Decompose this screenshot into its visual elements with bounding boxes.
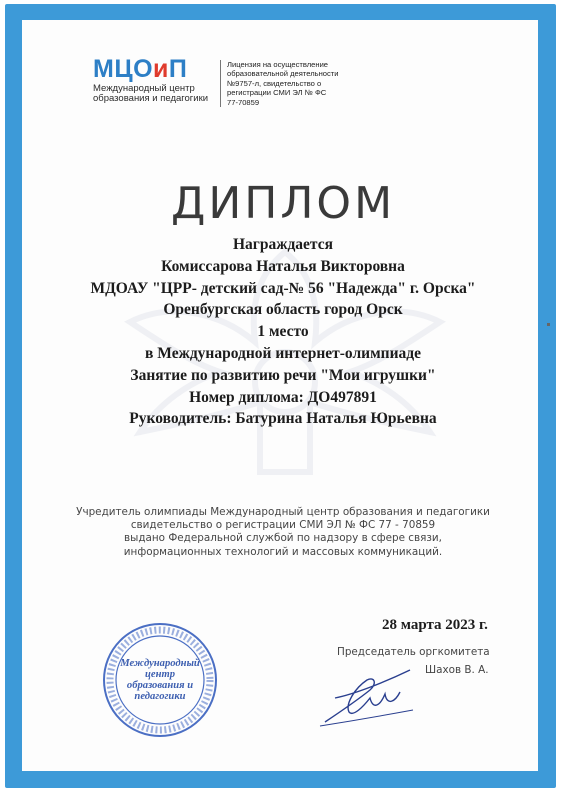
institution: МДОАУ "ЦРР- детский сад-№ 56 "Надежда" г. Орска" (90, 279, 476, 297)
supervisor: Руководитель: Батурина Наталья Юрьевна (129, 410, 437, 428)
scan-mark (547, 323, 550, 326)
diploma-number: Номер диплома: ДО497891 (189, 388, 377, 406)
chair-name: Шахов В. А. (425, 664, 489, 676)
stamp-text: Международный центр образования и педагогики (120, 658, 200, 702)
license-info: Лицензия на осуществление образовательной деятельности №9757-л, свидетельство о регистрации СМИ ЭЛ № ФС 77-70859 (220, 60, 355, 107)
stamp (101, 621, 219, 739)
diploma-title: ДИПЛОМ (170, 178, 396, 229)
recipient-name: Комиссарова Наталья Викторовна (161, 257, 405, 275)
place: 1 место (257, 323, 309, 341)
region: Оренбургская область город Орск (163, 301, 403, 319)
work-title: Занятие по развитию речи "Мои игрушки" (130, 366, 436, 384)
issue-date: 28 марта 2023 г. (382, 617, 488, 633)
founder-info: Учредитель олимпиады Международный центр образования и педагогики свидетельство о регистрации СМИ ЭЛ № ФС 77 - 70859 выдано Федеральной службой по надзору в сфере связи, информационных технологий и массовых коммуникаций. (76, 506, 490, 558)
awarded-label: Награждается (233, 236, 333, 253)
event: в Международной интернет-олимпиаде (145, 344, 421, 362)
award-text (0, 234, 566, 430)
logo-mark: МЦОиП (93, 55, 188, 83)
signature-icon (315, 662, 415, 732)
logo-subtitle: Международный центр образования и педагогики (93, 83, 209, 104)
logo (93, 56, 223, 104)
chair-title: Председатель оргкомитета (337, 646, 490, 658)
